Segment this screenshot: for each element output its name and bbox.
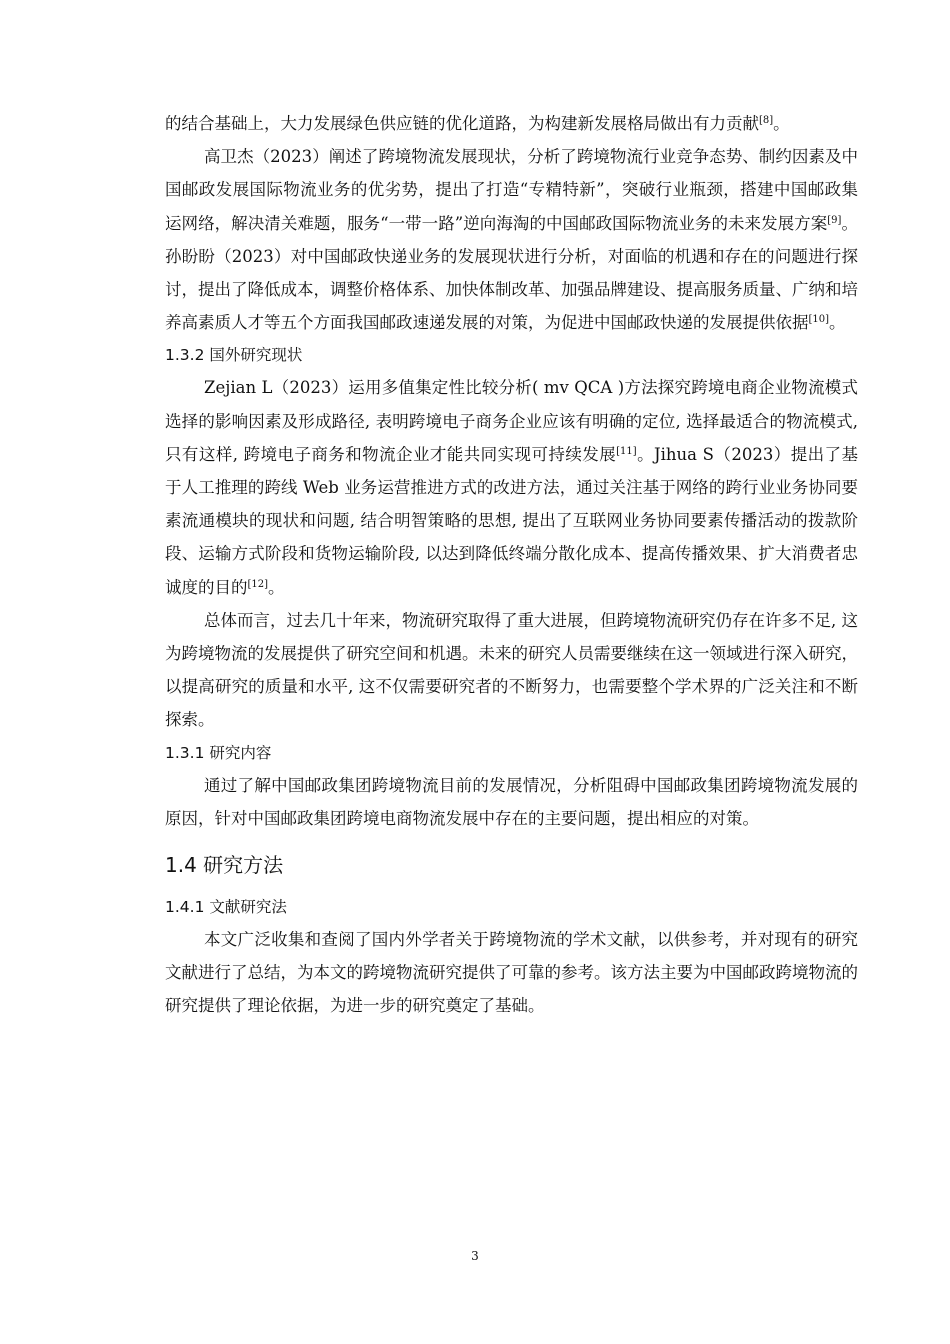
heading-1-3-1: 1.3.1 研究内容	[165, 743, 272, 762]
paragraph-text: 高卫杰（2023）阐述了跨境物流发展现状，分析了跨境物流行业竞争态势、制约因素及中国邮政发展国际物流业务的优劣势，提出了打造“专精特新”，突破行业瓶颈，搭建中国邮政集运网络，解决清关难题，服务“一带一路”逆向海淘的中国邮政国际物流业务的未来发展方案	[165, 147, 858, 233]
paragraph-text: Zejian L（2023）运用多值集定性比较分析( mv QCA )方法探究跨境电商企业物流模式选择的影响因素及形成路径, 表明跨境电子商务企业应该有明确的定位, 选择最适合的物流模式, 只有这样, 跨境电子商务和物流企业才能共同实现可持续发展	[165, 378, 858, 464]
citation-ref: [8]	[759, 115, 774, 126]
paragraph-domestic-research	[165, 140, 858, 339]
citation-ref: [10]	[808, 314, 830, 326]
paragraph-foreign-research	[165, 371, 858, 603]
heading-1-3-2: 1.3.2 国外研究现状	[165, 346, 303, 365]
heading-1-4: 1.4 研究方法	[165, 853, 284, 878]
paragraph-end: 。	[773, 114, 790, 133]
paragraph-summary: 总体而言，过去几十年来，物流研究取得了重大进展，但跨境物流研究仍存在许多不足, 这为跨境物流的发展提供了研究空间和机遇。未来的研究人员需要继续在这一领域进行深入研究，以提高研究的质量和水平, 这不仅需要研究者的不断努力，也需要整个学术界的广泛关注和不断探索。	[165, 610, 858, 730]
paragraph-text: 的结合基础上，大力发展绿色供应链的优化道路，为构建新发展格局做出有力贡献	[165, 114, 759, 133]
citation-ref: [11]	[616, 445, 637, 457]
document-page	[165, 107, 858, 1023]
citation-ref: [9]	[827, 214, 842, 226]
paragraph-end: 。	[268, 577, 285, 597]
spacer	[165, 881, 858, 891]
citation-ref: [12]	[247, 578, 269, 590]
spacer	[165, 835, 858, 849]
paragraph-continuation	[165, 107, 858, 140]
heading-1-4-1: 1.4.1 文献研究法	[165, 898, 287, 917]
paragraph-end: 。	[829, 313, 846, 333]
paragraph-text: 。孙盼盼（2023）对中国邮政快递业务的发展现状进行分析，对面临的机遇和存在的问题进行探讨，提出了降低成本，调整价格体系、加快体制改革、加强品牌建设、提高服务质量、广纳和培养高素质人才等五个方面我国邮政速递发展的对策，为促进中国邮政快递的发展提供依据	[165, 213, 859, 333]
paragraph-literature-method: 本文广泛收集和查阅了国内外学者关于跨境物流的学术文献，以供参考，并对现有的研究文献进行了总结，为本文的跨境物流研究提供了可靠的参考。该方法主要为中国邮政跨境物流的研究提供了理论依据，为进一步的研究奠定了基础。	[165, 930, 858, 1016]
paragraph-research-content: 通过了解中国邮政集团跨境物流目前的发展情况，分析阻碍中国邮政集团跨境物流发展的原因，针对中国邮政集团跨境电商物流发展中存在的主要问题，提出相应的对策。	[165, 775, 858, 828]
paragraph-text: 。Jihua S（2023）提出了基于人工推理的跨线 Web 业务运营推进方式的改进方法，通过关注基于网络的跨行业业务协同要素流通模块的现状和问题, 结合明智策略的思想, 提出了互联网业务协同要素传播活动的拨款阶段、运输方式阶段和货物运输阶段, 以达到降低终端分散化成本、提高传播效果、扩大消费者忠诚度的目的	[165, 444, 858, 597]
page-number: 3	[471, 1249, 479, 1263]
